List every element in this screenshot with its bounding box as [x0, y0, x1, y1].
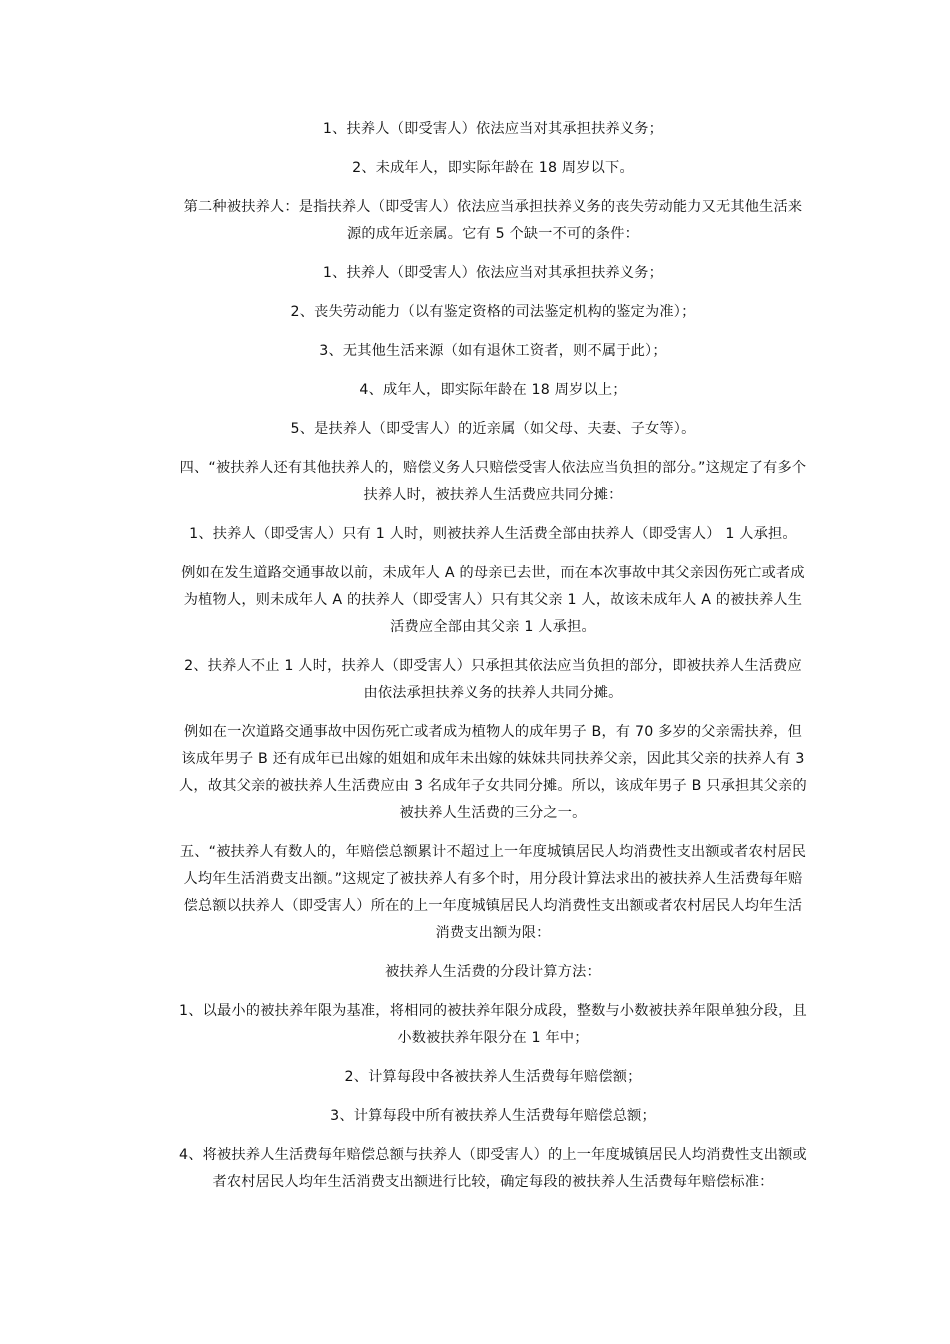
paragraph-11: 例如在发生道路交通事故以前，未成年人 A 的母亲已去世，而在本次事故中其父亲因伤死亡或者成为植物人，则未成年人 A 的扶养人（即受害人）只有其父亲 1 人，故该未成年人 A 的被扶养人生活费应全部由其父亲 1 人承担。: [181, 565, 805, 635]
paragraph-10: 1、扶养人（即受害人）只有 1 人时，则被扶养人生活费全部由扶养人（即受害人） 1 人承担。: [189, 526, 797, 542]
document-body: [178, 116, 808, 1208]
paragraph-19: 4、将被扶养人生活费每年赔偿总额与扶养人（即受害人）的上一年度城镇居民人均消费性支出额或者农村居民人均年生活消费支出额进行比较，确定每段的被扶养人生活费每年赔偿标准：: [179, 1147, 807, 1190]
paragraph-17: 2、计算每段中各被扶养人生活费每年赔偿额；: [344, 1069, 642, 1085]
paragraph-13: 例如在一次道路交通事故中因伤死亡或者成为植物人的成年男子 B，有 70 多岁的父亲需扶养，但该成年男子 B 还有成年已出嫁的姐姐和成年未出嫁的妹妹共同扶养父亲，因此其父亲的扶养人有 3 人，故其父亲的被扶养人生活费应由 3 名成年子女共同分摊。所以，该成年男子 B 只承担其父亲的被扶养人生活费的三分之一。: [179, 724, 807, 821]
paragraph-1: 1、扶养人（即受害人）依法应当对其承担扶养义务；: [322, 121, 664, 137]
paragraph-6: 3、无其他生活来源（如有退休工资者，则不属于此）；: [319, 343, 667, 359]
paragraph-5: 2、丧失劳动能力（以有鉴定资格的司法鉴定机构的鉴定为准）；: [290, 304, 696, 320]
paragraph-12: 2、扶养人不止 1 人时，扶养人（即受害人）只承担其依法应当负担的部分，即被扶养人生活费应由依法承担扶养义务的扶养人共同分摊。: [184, 658, 802, 701]
paragraph-9: 四、“被扶养人还有其他扶养人的，赔偿义务人只赔偿受害人依法应当负担的部分。”这规定了有多个扶养人时，被扶养人生活费应共同分摊：: [179, 460, 807, 503]
paragraph-7: 4、成年人，即实际年龄在 18 周岁以上；: [359, 382, 627, 398]
paragraph-8: 5、是扶养人（即受害人）的近亲属（如父母、夫妻、子女等）。: [290, 421, 696, 437]
paragraph-14: 五、“被扶养人有数人的，年赔偿总额累计不超过上一年度城镇居民人均消费性支出额或者农村居民人均年生活消费支出额。”这规定了被扶养人有多个时，用分段计算法求出的被扶养人生活费每年赔偿总额以扶养人（即受害人）所在的上一年度城镇居民人均消费性支出额或者农村居民人均年生活消费支出额为限：: [179, 844, 807, 941]
paragraph-18: 3、计算每段中所有被扶养人生活费每年赔偿总额；: [330, 1108, 656, 1124]
paragraph-3: 第二种被扶养人：是指扶养人（即受害人）依法应当承担扶养义务的丧失劳动能力又无其他生活来源的成年近亲属。它有 5 个缺一不可的条件：: [183, 199, 803, 242]
paragraph-4: 1、扶养人（即受害人）依法应当对其承担扶养义务；: [322, 265, 664, 281]
paragraph-2: 2、未成年人，即实际年龄在 18 周岁以下。: [352, 160, 634, 176]
paragraph-15: 被扶养人生活费的分段计算方法：: [385, 964, 601, 980]
paragraph-16: 1、以最小的被扶养年限为基准，将相同的被扶养年限分成段，整数与小数被扶养年限单独分段，且小数被扶养年限分在 1 年中；: [179, 1003, 807, 1046]
